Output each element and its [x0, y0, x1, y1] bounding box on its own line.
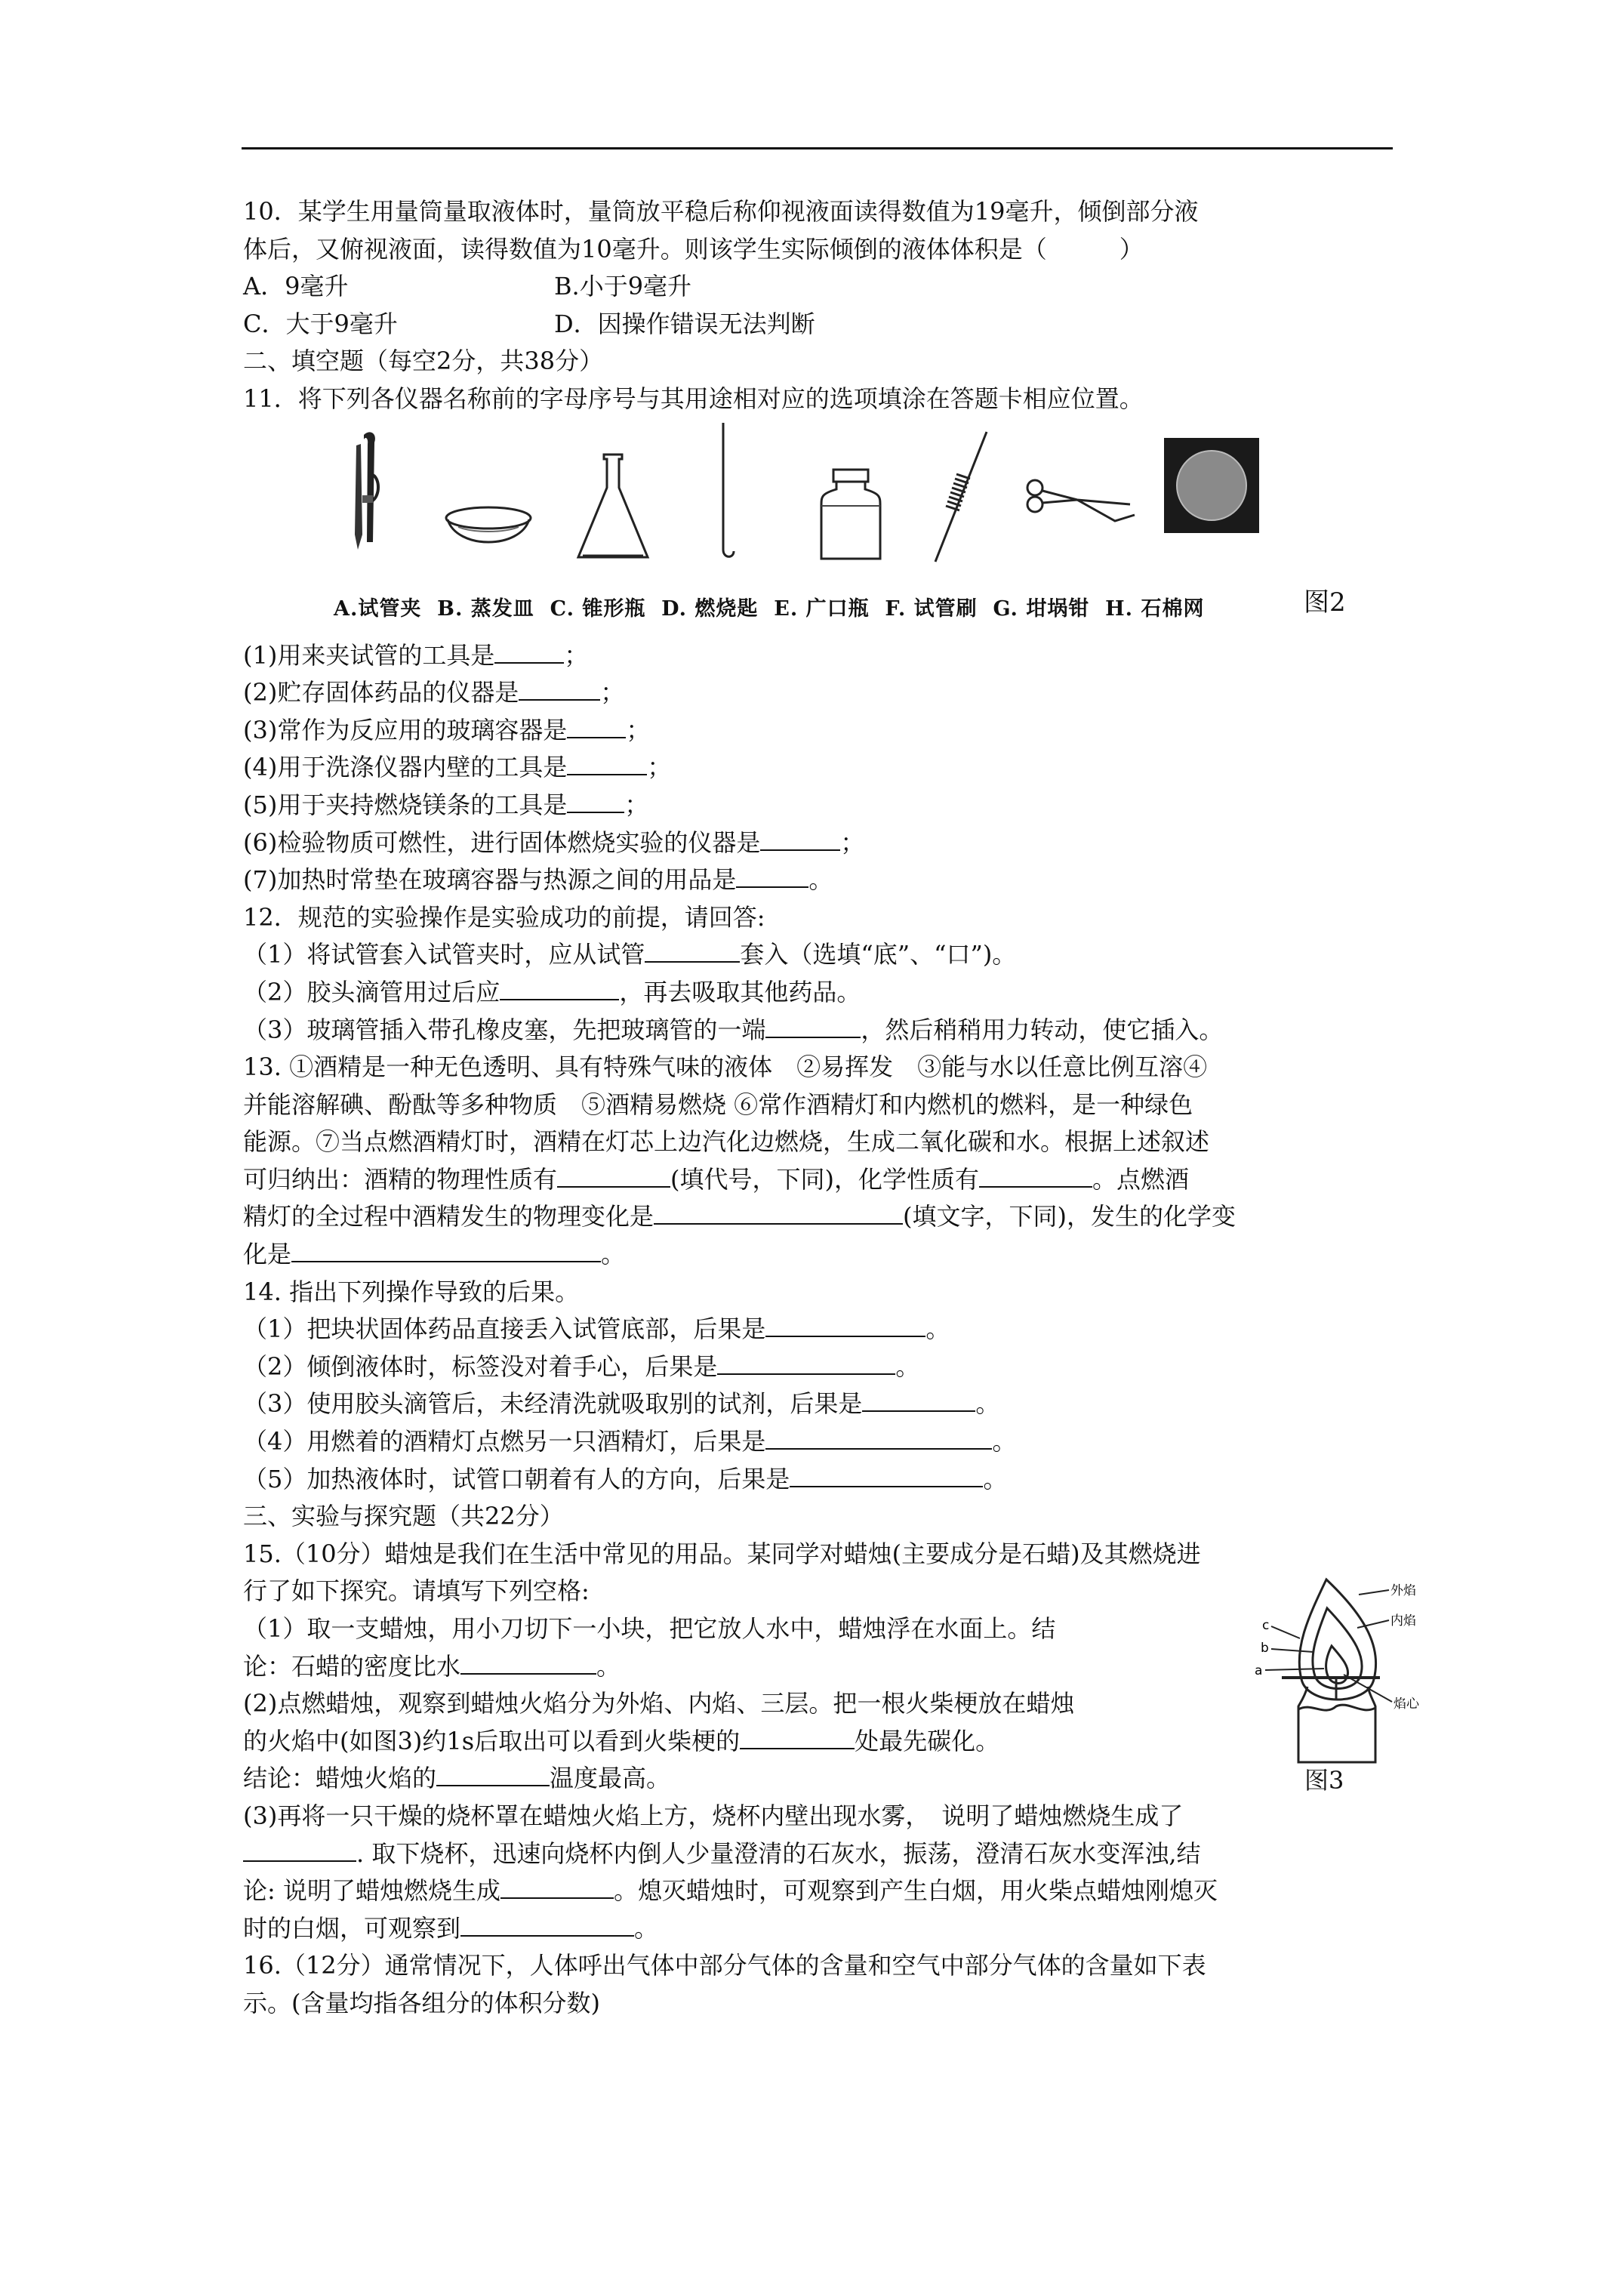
answer-blank[interactable]: [740, 1724, 855, 1749]
q12-item-3-tail: ，然后稍稍用力转动，使它插入。: [861, 1015, 1224, 1044]
q11-item-2-text: (2)贮存固体药品的仪器是: [243, 678, 519, 707]
q16-line-2: 示。(含量均指各组分的体积分数): [243, 1988, 600, 2017]
q11-stem: 11．将下列各仪器名称前的字母序号与其用途相对应的选项填涂在答题卡相应位置。: [243, 384, 1144, 413]
q16-line-1: 16.（12分）通常情况下，人体呼出气体中部分气体的含量和空气中部分气体的含量如下表: [243, 1951, 1206, 1980]
q14-item-2: [243, 1348, 1398, 1386]
answer-blank[interactable]: [291, 1237, 601, 1262]
q11-item-3: [243, 712, 1398, 750]
q13-line-4-tail: 。点燃酒: [1092, 1164, 1190, 1194]
answer-blank[interactable]: [979, 1162, 1092, 1188]
q15-line-10-tail: 。熄灭蜡烛时，可观察到产生白烟，用火柴点蜡烛刚熄灭: [613, 1876, 1218, 1906]
q11-item-2-end: ；: [600, 678, 625, 707]
q12-item-2: [243, 974, 1398, 1012]
q15-line-6-tail: 处最先碳化。: [855, 1726, 1000, 1755]
q15-line-9: [243, 1835, 1398, 1873]
q15-line-4-text: 论：石蜡的密度比水: [243, 1651, 461, 1681]
figure-2-caption: 图2: [1304, 587, 1346, 618]
q15-line-4: [243, 1648, 1398, 1686]
q12-item-3-text: （3）玻璃管插入带孔橡皮塞，先把玻璃管的一端: [243, 1015, 766, 1044]
q15-line-11: [243, 1910, 1398, 1948]
q11-item-5: [243, 787, 1398, 824]
q14-item-4-text: （4）用燃着的酒精灯点燃另一只酒精灯，后果是: [243, 1427, 766, 1456]
q15-line-7-tail: 温度最高。: [550, 1764, 671, 1793]
q12-item-1: [243, 936, 1398, 974]
q10-option-c: C．大于9毫升: [243, 309, 398, 338]
q13-line-2: 并能溶解碘、酚酞等多种物质 ⑤酒精易燃烧 ⑥常作酒精灯和内燃机的燃料，是一种绿色: [243, 1089, 1193, 1119]
answer-blank[interactable]: [717, 1349, 895, 1375]
answer-blank[interactable]: [519, 675, 600, 701]
q12-stem: 12．规范的实验操作是实验成功的前提，请回答:: [243, 902, 765, 932]
q10-option-a: A．9毫升: [243, 272, 349, 301]
q11-item-7-end: 。: [808, 865, 833, 895]
q15-line-6: [243, 1723, 1398, 1761]
q14-item-3-text: （3）使用胶头滴管后，未经清洗就吸取别的试剂，后果是: [243, 1389, 863, 1419]
section-2-heading: 二、填空题（每空2分，共38分）: [243, 347, 604, 376]
q13-line-4-mid: (填代号，下同)，化学性质有: [670, 1164, 979, 1194]
q15-line-3: （1）取一支蜡烛，用小刀切下一小块，把它放人水中，蜡烛浮在水面上。结: [243, 1614, 1056, 1643]
label-c: c: [1262, 1617, 1270, 1633]
q12-item-2-text: （2）胶头滴管用过后应: [243, 977, 500, 1006]
answer-blank[interactable]: [500, 975, 619, 1000]
q14-item-4-end: 。: [992, 1427, 1017, 1456]
q13-line-3: 能源。⑦当点燃酒精灯时，酒精在灯芯上边汽化边燃烧，生成二氧化碳和水。根据上述叙述: [243, 1127, 1210, 1157]
q14-item-1-end: 。: [925, 1314, 950, 1344]
q12-item-1-text: （1）将试管套入试管夹时，应从试管: [243, 940, 645, 969]
answer-blank[interactable]: [460, 1911, 634, 1937]
q15-line-10: [243, 1872, 1398, 1910]
q13-line-4: [243, 1161, 1398, 1199]
answer-blank[interactable]: [862, 1386, 975, 1412]
section-3-heading: 三、实验与探究题（共22分）: [243, 1502, 564, 1531]
q15-line-4-tail: 。: [596, 1651, 621, 1681]
crucible-tongs-icon: [1024, 474, 1138, 542]
q11-item-5-text: (5)用于夹持燃烧镁条的工具是: [243, 790, 568, 819]
q14-item-1-text: （1）把块状固体药品直接丢入试管底部，后果是: [243, 1314, 766, 1344]
answer-blank[interactable]: [567, 787, 624, 813]
q10-line-2: 体后，又俯视液面，读得数值为10毫升。则该学生实际倾倒的液体体积是（ ）: [243, 234, 1144, 264]
answer-blank[interactable]: [436, 1761, 550, 1786]
q13-line-6: [243, 1236, 1398, 1274]
test-tube-brush-icon: [926, 429, 994, 565]
q11-item-2: [243, 674, 1398, 712]
q15-block: [243, 1536, 1419, 1948]
label-a: a: [1255, 1663, 1263, 1678]
answer-blank[interactable]: [765, 1012, 861, 1038]
q14-item-3-end: 。: [975, 1389, 1000, 1419]
q11-item-7-text: (7)加热时常垫在玻璃容器与热源之间的用品是: [243, 865, 737, 895]
q14-item-2-end: 。: [895, 1351, 920, 1381]
q11-item-6-end: ；: [840, 827, 865, 857]
q15-line-8: (3)再将一只干燥的烧杯罩在蜡烛火焰上方，烧杯内壁出现水雾， 说明了蜡烛燃烧生成了: [243, 1801, 1184, 1830]
q10-option-b: B.小于9毫升: [554, 272, 692, 301]
asbestos-gauze-icon: [1163, 436, 1261, 535]
q13-line-5-text: 精灯的全过程中酒精发生的物理变化是: [243, 1202, 654, 1231]
answer-blank[interactable]: [736, 862, 808, 888]
q11-item-1-end: ；: [564, 640, 589, 670]
q15-line-5: (2)点燃蜡烛，观察到蜡烛火焰分为外焰、内焰、三层。把一根火柴梗放在蜡烛: [243, 1689, 1075, 1718]
label-b: b: [1261, 1640, 1269, 1656]
q11-item-1: [243, 637, 1398, 675]
q13-line-4-text: 可归纳出：酒精的物理性质有: [243, 1164, 558, 1194]
q13-line-6-tail: 。: [601, 1240, 626, 1269]
answer-blank[interactable]: [567, 713, 626, 738]
q13-line-5: [243, 1198, 1398, 1236]
exam-page-content: [243, 193, 1419, 2023]
answer-blank[interactable]: [567, 750, 647, 775]
q13-line-1: 13. ①酒精是一种无色透明、具有特殊气味的液体 ②易挥发 ③能与水以任意比例互溶④: [243, 1052, 1208, 1082]
q14-item-1: [243, 1311, 1398, 1348]
q14-item-5: [243, 1461, 1398, 1499]
answer-blank[interactable]: [243, 1836, 356, 1862]
q12-item-1-tail: 套入（选填“底”、“口”)。: [740, 940, 1017, 969]
answer-blank[interactable]: [494, 638, 564, 664]
q11-item-6: [243, 824, 1398, 862]
q10-line-1: 10．某学生用量筒量取液体时，量筒放平稳后称仰视液面读得数值为19毫升，倾倒部分液: [243, 197, 1199, 226]
conical-flask-icon: [575, 451, 651, 565]
answer-blank[interactable]: [460, 1649, 596, 1675]
q15-line-2: 行了如下探究。请填写下列空格:: [243, 1576, 590, 1606]
figure-2-labels: A.试管夹 B. 蒸发皿 C. 锥形瓶 D. 燃烧匙 E. 广口瓶 F. 试管刷 G. 坩埚钳 H. 石棉网: [334, 596, 1205, 621]
q11-item-3-end: ；: [626, 715, 651, 744]
q14-item-5-text: （5）加热液体时，试管口朝着有人的方向，后果是: [243, 1464, 790, 1493]
q15-line-9-text: . 取下烧杯，迅速向烧杯内倒人少量澄清的石灰水，振荡，澄清石灰水变浑浊,结: [356, 1838, 1201, 1868]
q15-line-11-text: 时的白烟，可观察到: [243, 1913, 461, 1943]
figure-3-candle-flame: [1255, 1573, 1428, 1770]
answer-blank[interactable]: [790, 1462, 983, 1487]
q14-item-2-text: （2）倾倒液体时，标签没对着手心，后果是: [243, 1351, 718, 1381]
answer-blank[interactable]: [654, 1199, 903, 1225]
q12-item-2-tail: ，再去吸取其他药品。: [619, 977, 861, 1006]
q15-line-6-text: 的火焰中(如图3)约1s后取出可以看到火柴梗的: [243, 1726, 741, 1755]
q11-item-4-end: ；: [647, 753, 672, 782]
q10-options-row-2: [243, 306, 1398, 344]
q11-item-6-text: (6)检验物质可燃性，进行固体燃烧实验的仪器是: [243, 827, 761, 857]
q11-item-4-text: (4)用于洗涤仪器内壁的工具是: [243, 753, 568, 782]
evaporating-dish-icon: [443, 504, 534, 557]
header-rule: [242, 147, 1393, 149]
figure-2-instruments: [243, 421, 1398, 633]
wide-mouth-bottle-icon: [817, 467, 885, 565]
answer-blank[interactable]: [765, 1311, 925, 1337]
answer-blank[interactable]: [645, 937, 740, 963]
q14-item-4: [243, 1423, 1398, 1461]
q15-line-7-text: 结论：蜡烛火焰的: [243, 1764, 437, 1793]
q15-line-10-text: 论: 说明了蜡烛燃烧生成: [243, 1876, 500, 1906]
q11-item-7: [243, 861, 1398, 899]
figure-3-caption: 图3: [1304, 1765, 1344, 1795]
q13-line-6-text: 化是: [243, 1240, 292, 1269]
q15-line-1: 15.（10分）蜡烛是我们在生活中常见的用品。某同学对蜡烛(主要成分是石蜡)及其燃烧进: [243, 1539, 1201, 1568]
label-inner-flame: 内焰: [1390, 1613, 1416, 1629]
test-tube-holder-icon: [347, 429, 393, 557]
label-outer-flame: 外焰: [1390, 1583, 1416, 1598]
q11-item-3-text: (3)常作为反应用的玻璃容器是: [243, 715, 568, 744]
answer-blank[interactable]: [500, 1873, 614, 1899]
answer-blank[interactable]: [557, 1162, 670, 1188]
q14-item-5-end: 。: [983, 1464, 1008, 1493]
answer-blank[interactable]: [760, 825, 840, 851]
q11-item-1-text: (1)用来夹试管的工具是: [243, 640, 495, 670]
q11-item-4: [243, 749, 1398, 787]
q14-stem: 14. 指出下列操作导致的后果。: [243, 1277, 580, 1306]
q10-options-row-1: [243, 268, 1398, 306]
q10-option-d: D．因操作错误无法判断: [554, 309, 815, 338]
answer-blank[interactable]: [765, 1424, 992, 1450]
q14-item-3: [243, 1385, 1398, 1423]
q11-item-5-end: ；: [624, 790, 649, 819]
combustion-spoon-icon: [711, 421, 741, 565]
q12-item-3: [243, 1012, 1398, 1049]
q15-line-7: [243, 1760, 1398, 1798]
q13-line-5-tail: (填文字，下同)，发生的化学变: [903, 1202, 1236, 1231]
label-flame-core: 焰心: [1394, 1696, 1419, 1712]
q15-line-11-tail: 。: [634, 1913, 659, 1943]
